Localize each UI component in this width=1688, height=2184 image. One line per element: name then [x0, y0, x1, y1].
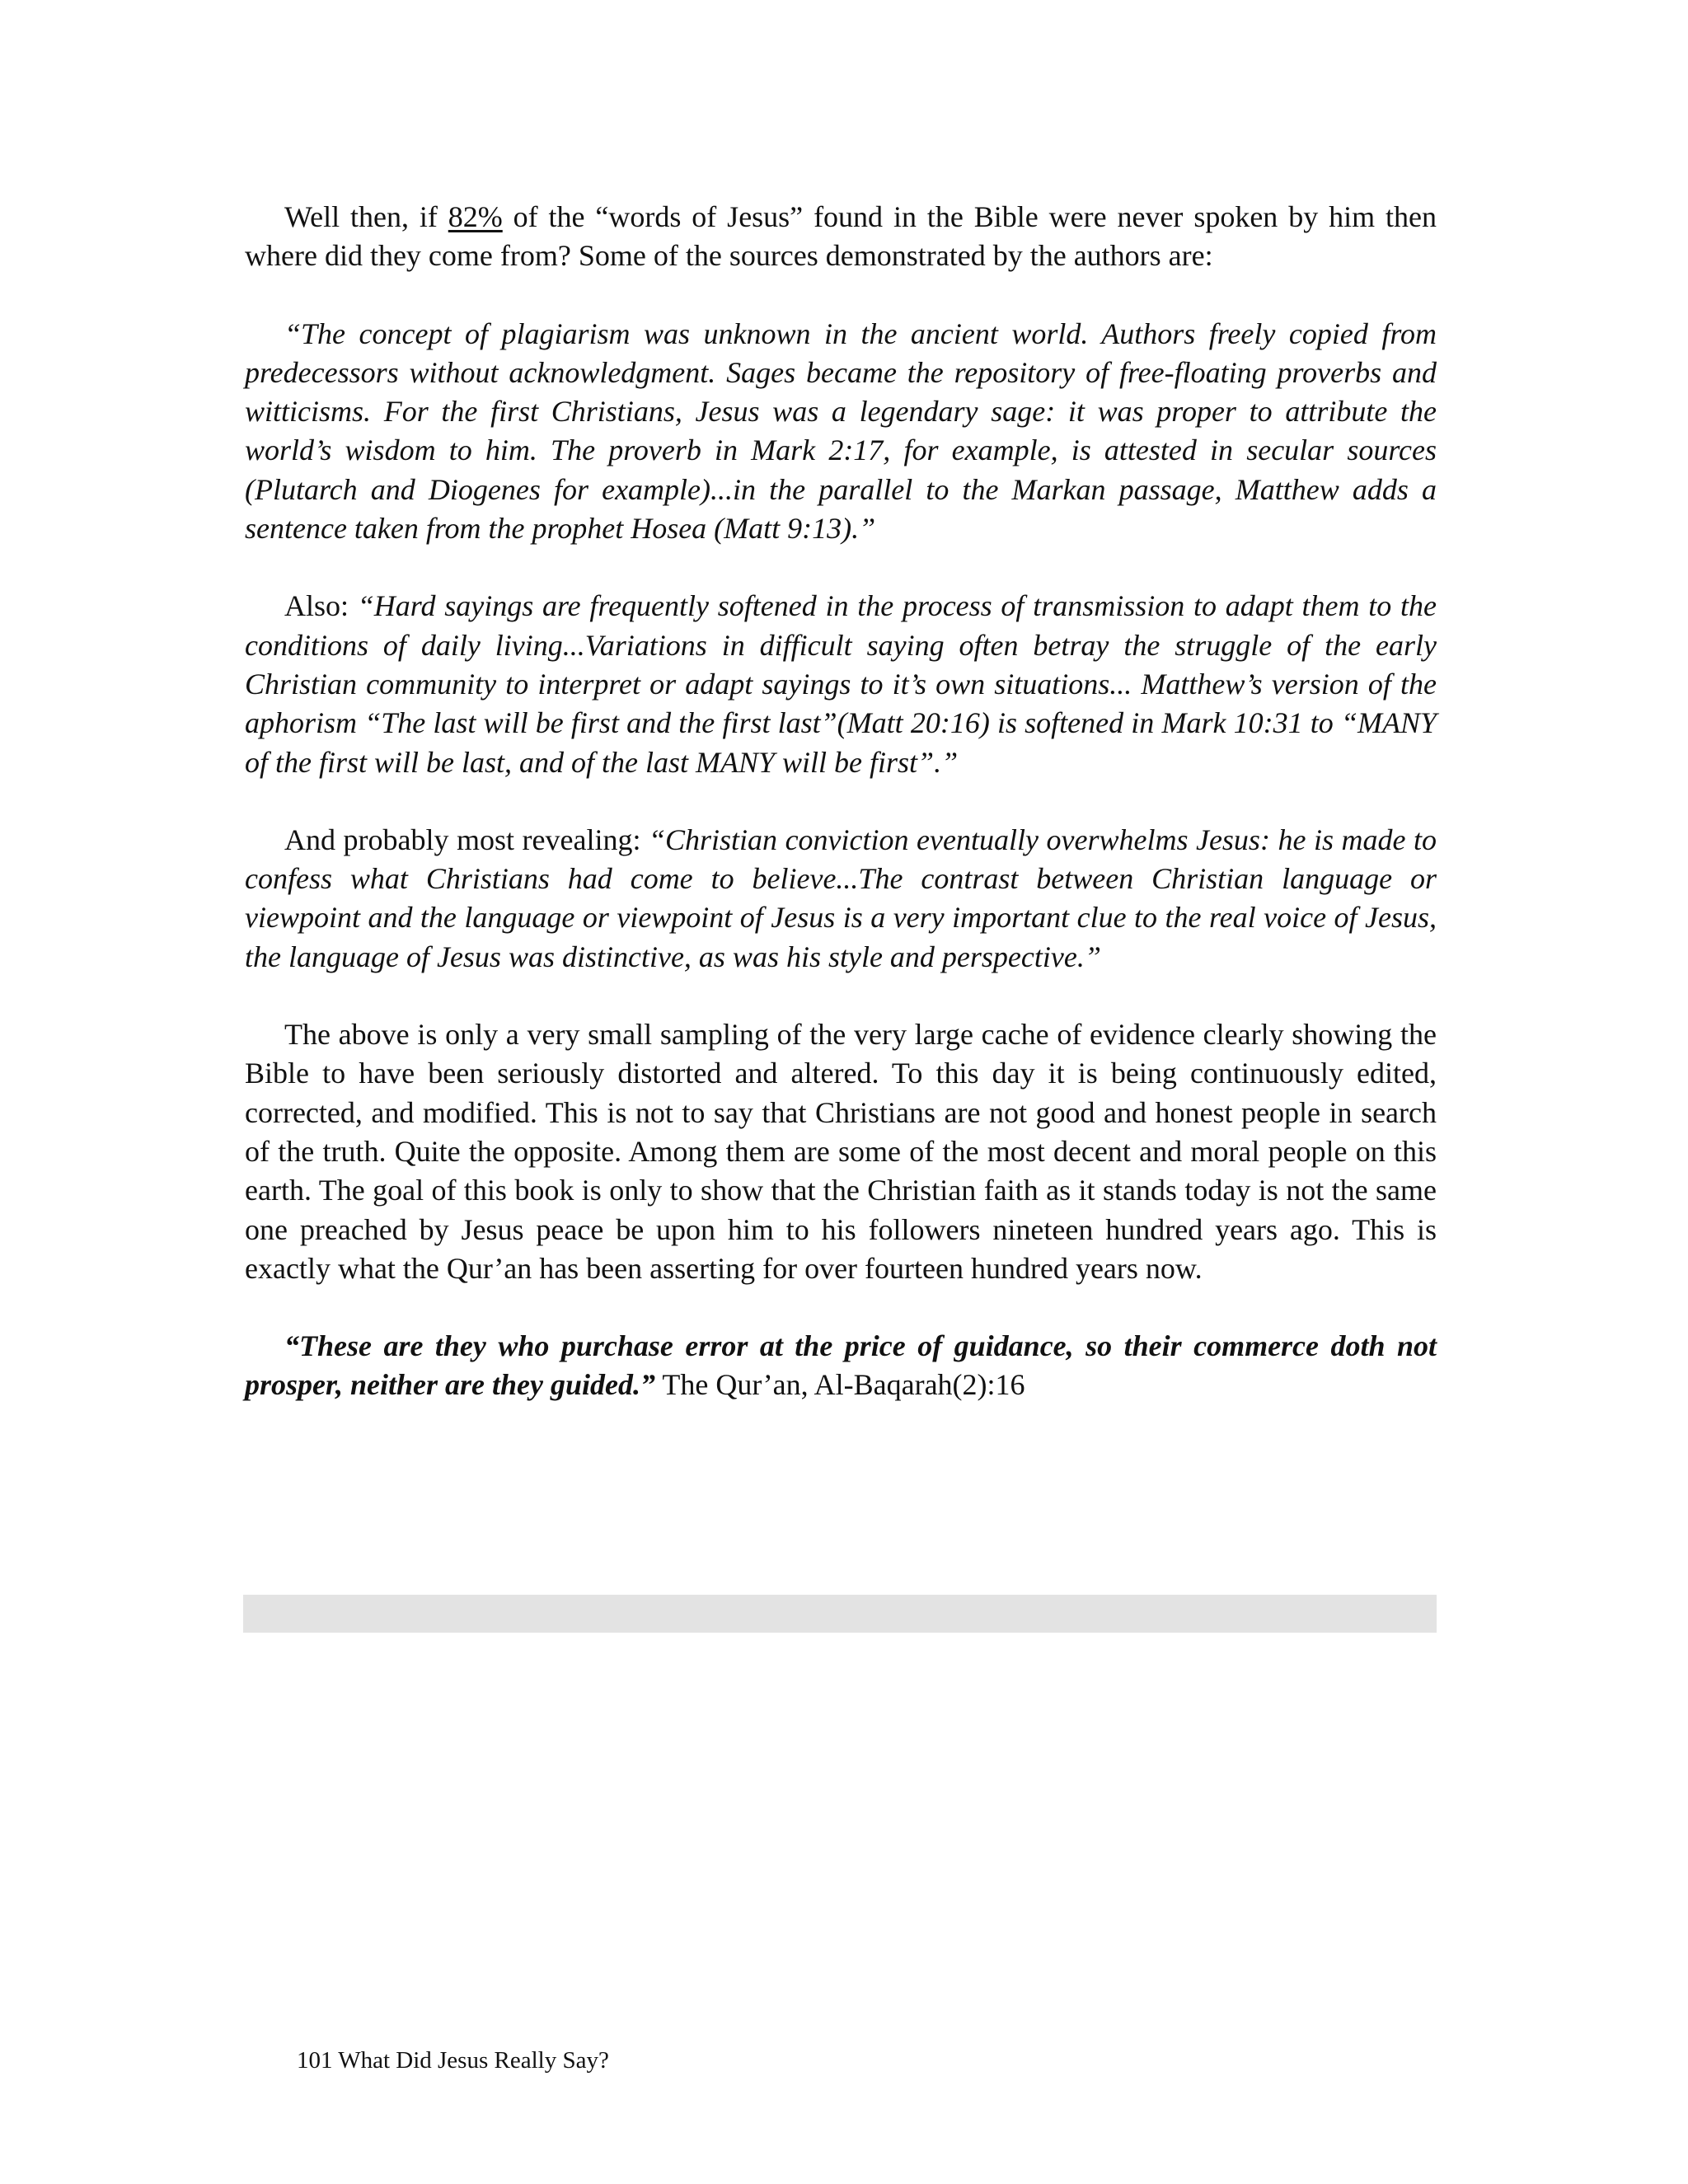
plagiarism-quote-text: “The concept of plagiarism was unknown in the ancient world. Authors freely copied from predecessors without acknowledgment. Sages became the repository of free-floating proverbs and witticisms. For the first Christians, Jesus was a legendary sage: it was proper to attribute the world’s wisdom to him. The proverb in Mark 2:17, for example, is attested in secular sources (Plutarch and Diogenes for example)...in the parallel to the Markan passage, Matthew adds a sentence taken from the prophet Hosea (Matt 9:13).”	[245, 316, 1437, 546]
page-footer: 101 What Did Jesus Really Say?	[297, 2047, 609, 2074]
quran-citation: The Qur’an, Al-Baqarah(2):16	[655, 1368, 1025, 1402]
paragraph-intro	[245, 198, 1437, 276]
paragraph-most-revealing	[245, 821, 1437, 977]
most-revealing-quote: “Christian conviction eventually overwhelms Jesus: he is made to confess what Christians had come to believe...The contrast between Christian language or viewpoint and the language or viewpoint of Jesus is a very important clue to the real voice of Jesus, the language of Jesus was distinctive, as was his style and perspective.”	[245, 823, 1437, 973]
hard-sayings-lead: Also:	[284, 589, 358, 623]
intro-text-after: of the “words of Jesus” found in the Bible were never spoken by him then where did they come from? Some of the sources demonstrated by the authors are:	[245, 200, 1437, 273]
paragraph-conclusion	[245, 1015, 1437, 1288]
most-revealing-lead: And probably most revealing:	[284, 823, 649, 856]
hard-sayings-quote: “Hard sayings are frequently softened in the process of transmission to adapt them to the conditions of daily living...Variations in difficult saying often betray the struggle of the early Christian community to interpret or adapt sayings to it’s own situations... Matthew’s version of the aphorism “The last will be first and the first last”(Matt 20:16) is softened in Mark 10:31 to “MANY of the first will be last, and of the last MANY will be first”.”	[245, 589, 1437, 779]
percent-figure: 82%	[448, 200, 503, 233]
quran-quote-text: “These are they who purchase error at the price of guidance, so their commerce doth not prosper, neither are they guided.”	[245, 1329, 1437, 1402]
page-body	[245, 198, 1437, 1405]
paragraph-plagiarism-quote	[245, 315, 1437, 549]
paragraph-quran-quote	[245, 1327, 1437, 1405]
paragraph-hard-sayings	[245, 587, 1437, 781]
conclusion-text: The above is only a very small sampling of the very large cache of evidence clearly showing the Bible to have been seriously distorted and altered. To this day it is being continuously edited, corrected, and modified. This is not to say that Christians are not good and honest people in search of the truth. Quite the opposite. Among them are some of the most decent and moral people on this earth. The goal of this book is only to show that the Christian faith as it stands today is not the same one preached by Jesus peace be upon him to his followers nineteen hundred years ago. This is exactly what the Qur’an has been asserting for over fourteen hundred years now.	[245, 1018, 1437, 1285]
grey-highlight-bar	[243, 1595, 1437, 1633]
intro-text-before: Well then, if	[284, 200, 448, 233]
